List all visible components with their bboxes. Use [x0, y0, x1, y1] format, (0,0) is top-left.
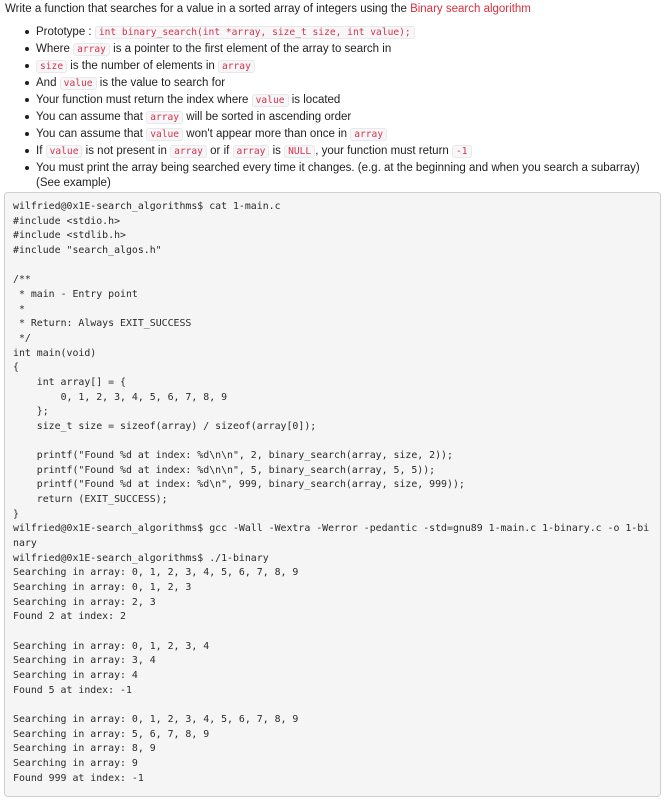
task-description	[5, 2, 661, 16]
inline-code: value	[252, 94, 289, 107]
terminal-line: #include <stdio.h>	[13, 215, 121, 227]
requirement-text: is the value to search for	[96, 77, 226, 89]
terminal-line: Searching in array: 4	[13, 670, 138, 681]
terminal-line: }	[13, 508, 19, 520]
inline-code: value	[60, 77, 97, 90]
inline-code: array	[73, 43, 110, 56]
requirement-text: And	[36, 77, 60, 89]
terminal-line: Searching in array: 3, 4	[13, 655, 156, 667]
terminal-line: * Return: Always EXIT_SUCCESS	[13, 318, 192, 330]
terminal-line: wilfried@0x1E-search_algorithms$ gcc -Wall -Wextra -Werror -pedantic -std=gnu89 1-main.c 1-binary.c -o 1-binary	[13, 523, 650, 550]
requirement-text: is not present in	[82, 145, 171, 157]
terminal-line: Searching in array: 0, 1, 2, 3, 4	[13, 640, 210, 652]
requirement-text: won't appear more than once in	[183, 128, 351, 140]
requirement-text: , your function must return	[315, 145, 453, 157]
inline-code: array	[146, 111, 183, 124]
terminal-line: * main - Entry point	[13, 288, 138, 300]
requirement-item	[36, 160, 660, 191]
requirement-text: or if	[206, 145, 233, 157]
terminal-line: wilfried@0x1E-search_algorithms$ cat 1-main.c	[13, 201, 281, 212]
terminal-line: *	[13, 303, 25, 315]
terminal-line: Found 999 at index: -1	[13, 772, 144, 784]
terminal-line: Searching in array: 8, 9	[13, 743, 156, 755]
inline-code: value	[146, 128, 183, 141]
terminal-line: 0, 1, 2, 3, 4, 5, 6, 7, 8, 9	[13, 391, 228, 403]
requirement-item	[36, 24, 660, 41]
terminal-code-block	[4, 192, 661, 797]
terminal-line: Found 5 at index: -1	[13, 684, 132, 696]
requirement-item	[36, 126, 660, 143]
terminal-line: return (EXIT_SUCCESS);	[13, 494, 168, 506]
inline-code: int binary_search(int *array, size_t size, int value);	[95, 26, 415, 39]
terminal-line: };	[13, 406, 49, 418]
inline-code: value	[46, 145, 83, 158]
binary-search-link[interactable]: Binary search algorithm	[410, 3, 531, 15]
terminal-line: int array[] = {	[13, 376, 126, 388]
terminal-line: printf("Found %d at index: %d\n", 999, binary_search(array, size, 999));	[13, 479, 465, 491]
terminal-line: /**	[13, 274, 31, 286]
requirement-item	[36, 92, 660, 109]
terminal-line: {	[13, 362, 19, 374]
inline-code: size	[36, 60, 67, 73]
terminal-line: wilfried@0x1E-search_algorithms$ ./1-binary	[13, 552, 269, 564]
inline-code: array	[218, 60, 255, 73]
terminal-line: Searching in array: 9	[13, 757, 138, 769]
inline-code: -1	[452, 145, 472, 158]
inline-code: array	[350, 128, 387, 141]
terminal-line: Searching in array: 0, 1, 2, 3, 4, 5, 6, 7, 8, 9	[13, 713, 299, 725]
requirement-text: You can assume that	[36, 111, 147, 123]
terminal-line: #include <stdlib.h>	[13, 230, 126, 242]
requirement-item	[36, 143, 660, 160]
inline-code: array	[170, 145, 207, 158]
requirement-text: is the number of elements in	[67, 60, 218, 72]
requirement-text: Prototype :	[36, 26, 95, 38]
terminal-line: Found 2 at index: 2	[13, 611, 126, 623]
terminal-line: int main(void)	[13, 347, 97, 359]
requirement-item	[36, 58, 660, 75]
terminal-line: Searching in array: 2, 3	[13, 596, 156, 608]
inline-code: array	[233, 145, 270, 158]
requirements-list	[0, 24, 660, 191]
terminal-line: #include "search_algos.h"	[13, 244, 162, 256]
terminal-line: printf("Found %d at index: %d\n\n", 2, binary_search(array, size, 2));	[13, 450, 453, 462]
terminal-line: size_t size = sizeof(array) / sizeof(array[0]);	[13, 420, 317, 432]
requirement-text: Where	[36, 43, 74, 55]
requirement-text: will be sorted in ascending order	[183, 111, 352, 123]
requirement-item	[36, 75, 660, 92]
requirement-text: If	[36, 145, 46, 157]
terminal-output	[13, 200, 652, 786]
task-description-text: Write a function that searches for a value in a sorted array of integers using the	[5, 3, 411, 15]
requirement-text: You must print the array being searched every time it changes. (e.g. at the beginning and when you search a subarray) (See example)	[36, 162, 640, 189]
requirement-text: Your function must return the index where	[36, 94, 252, 106]
terminal-line: printf("Found %d at index: %d\n\n", 5, binary_search(array, 5, 5));	[13, 464, 436, 476]
requirement-text: You can assume that	[36, 128, 147, 140]
requirement-text: is	[269, 145, 285, 157]
requirement-item	[36, 109, 660, 126]
inline-code: NULL	[284, 145, 315, 158]
requirement-item	[36, 41, 660, 58]
terminal-line: Searching in array: 0, 1, 2, 3, 4, 5, 6, 7, 8, 9	[13, 567, 299, 579]
terminal-line: Searching in array: 5, 6, 7, 8, 9	[13, 728, 210, 740]
requirement-text: is a pointer to the first element of the array to search in	[109, 43, 392, 55]
terminal-line: Searching in array: 0, 1, 2, 3	[13, 582, 192, 594]
terminal-line: */	[13, 332, 31, 344]
requirement-text: is located	[288, 94, 341, 106]
